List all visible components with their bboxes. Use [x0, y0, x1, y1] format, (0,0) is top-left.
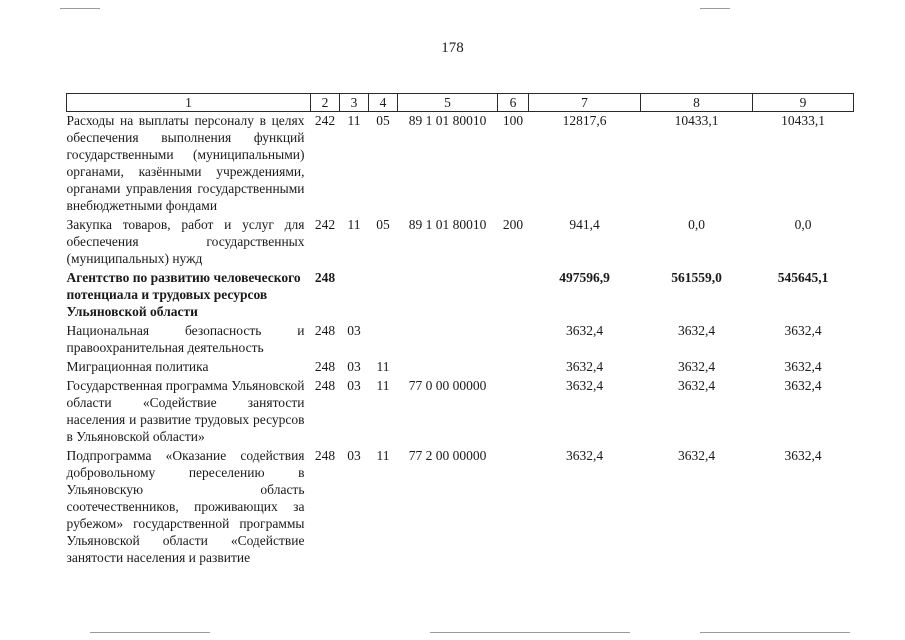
- row-code-6: 200: [502, 217, 524, 232]
- row-code-3: [340, 269, 369, 322]
- row-amount-8: 10433,1: [674, 113, 719, 128]
- row-code-5: 89 1 01 80010: [408, 217, 487, 232]
- row-name: Расходы на выплаты персоналу в целях обеспечения выполнения функций государственными (муниципальными) органами, казёнными учреждениями, органами управления государственными внебюджетными фондами: [66, 113, 305, 213]
- row-amount-7: 3632,4: [565, 323, 604, 338]
- row-code-5: 77 0 00 00000: [408, 378, 487, 393]
- row-amount-9: 0,0: [794, 217, 812, 232]
- table-row: [67, 269, 854, 322]
- row-code-6: 100: [502, 113, 524, 128]
- row-code-2: 248: [314, 448, 336, 463]
- row-name: Агентство по развитию человеческого потенциала и трудовых ресурсов Ульяновской области: [66, 270, 301, 319]
- scan-artifact: [90, 632, 210, 633]
- row-amount-8: 3632,4: [677, 323, 716, 338]
- row-code-5: [398, 269, 498, 322]
- row-code-3: 03: [347, 448, 361, 463]
- scan-artifact: [700, 632, 850, 633]
- row-name: Государственная программа Ульяновской области «Содействие занятости населения и развитие трудовых ресурсов в Ульяновской области»: [66, 378, 305, 444]
- row-amount-8: 3632,4: [677, 378, 716, 393]
- row-code-6: [498, 358, 529, 377]
- row-code-2: 248: [314, 323, 336, 338]
- row-amount-9: 3632,4: [784, 359, 822, 374]
- col-header-5: 5: [398, 94, 498, 112]
- col-header-9: 9: [753, 94, 854, 112]
- row-code-6: [498, 447, 529, 568]
- page-number: 178: [441, 40, 464, 56]
- row-code-2: 248: [314, 270, 336, 285]
- scan-artifact: [60, 8, 100, 9]
- row-amount-9: 3632,4: [784, 448, 822, 463]
- row-code-5: 77 2 00 00000: [408, 448, 487, 463]
- row-amount-7: 497596,9: [559, 270, 610, 285]
- row-code-6: [498, 377, 529, 447]
- row-amount-9: 3632,4: [784, 323, 822, 338]
- row-code-4: 05: [376, 113, 390, 128]
- row-code-3: 11: [347, 217, 361, 232]
- row-amount-8: 0,0: [688, 217, 705, 232]
- col-header-6: 6: [498, 94, 529, 112]
- row-code-4: [369, 322, 398, 358]
- col-header-1: 1: [67, 94, 311, 112]
- col-header-2: 2: [311, 94, 340, 112]
- row-name: Миграционная политика: [66, 359, 209, 374]
- row-code-3: 11: [347, 113, 361, 128]
- row-amount-7: 3632,4: [565, 448, 604, 463]
- row-amount-7: 941,4: [569, 217, 600, 232]
- col-header-4: 4: [369, 94, 398, 112]
- row-code-2: 242: [314, 217, 336, 232]
- row-amount-9: 545645,1: [777, 270, 829, 285]
- row-code-5: 89 1 01 80010: [408, 113, 487, 128]
- row-code-4: 05: [376, 217, 390, 232]
- row-code-6: [498, 269, 529, 322]
- table-row: [67, 322, 854, 358]
- row-name: Национальная безопасность и правоохранительная деятельность: [66, 323, 305, 355]
- col-header-8: 8: [641, 94, 753, 112]
- row-code-2: 248: [314, 359, 336, 374]
- scan-artifact: [430, 632, 630, 633]
- row-code-6: [498, 322, 529, 358]
- row-code-5: [398, 358, 498, 377]
- row-name: Закупка товаров, работ и услуг для обеспечения государственных (муниципальных) нужд: [66, 217, 305, 266]
- table-row: [67, 447, 854, 568]
- table-row: [67, 112, 854, 217]
- row-code-3: 03: [347, 359, 361, 374]
- row-code-4: 11: [376, 448, 390, 463]
- col-header-3: 3: [340, 94, 369, 112]
- row-amount-7: 3632,4: [565, 378, 604, 393]
- row-amount-9: 10433,1: [781, 113, 825, 128]
- row-amount-8: 3632,4: [677, 448, 716, 463]
- row-code-5: [398, 322, 498, 358]
- row-code-3: 03: [347, 323, 361, 338]
- table-header-row: [67, 94, 854, 112]
- row-code-2: 242: [314, 113, 336, 128]
- row-amount-8: 561559,0: [671, 270, 722, 285]
- row-amount-7: 3632,4: [565, 359, 604, 374]
- scan-artifact: [700, 8, 730, 9]
- row-code-2: 248: [314, 378, 336, 393]
- row-code-4: 11: [376, 359, 390, 374]
- row-code-4: [369, 269, 398, 322]
- table-row: [67, 216, 854, 269]
- row-name: Подпрограмма «Оказание содействия добровольному переселению в Ульяновскую область соотечественников, проживающих за рубежом» государственной программы Ульяновской области «Содействие занятости населения и развитие: [66, 448, 305, 565]
- row-amount-8: 3632,4: [677, 359, 716, 374]
- table-row: [67, 358, 854, 377]
- table-row: [67, 377, 854, 447]
- row-amount-9: 3632,4: [784, 378, 822, 393]
- budget-table: [66, 93, 854, 568]
- row-amount-7: 12817,6: [562, 113, 607, 128]
- row-code-3: 03: [347, 378, 361, 393]
- col-header-7: 7: [529, 94, 641, 112]
- row-code-4: 11: [376, 378, 390, 393]
